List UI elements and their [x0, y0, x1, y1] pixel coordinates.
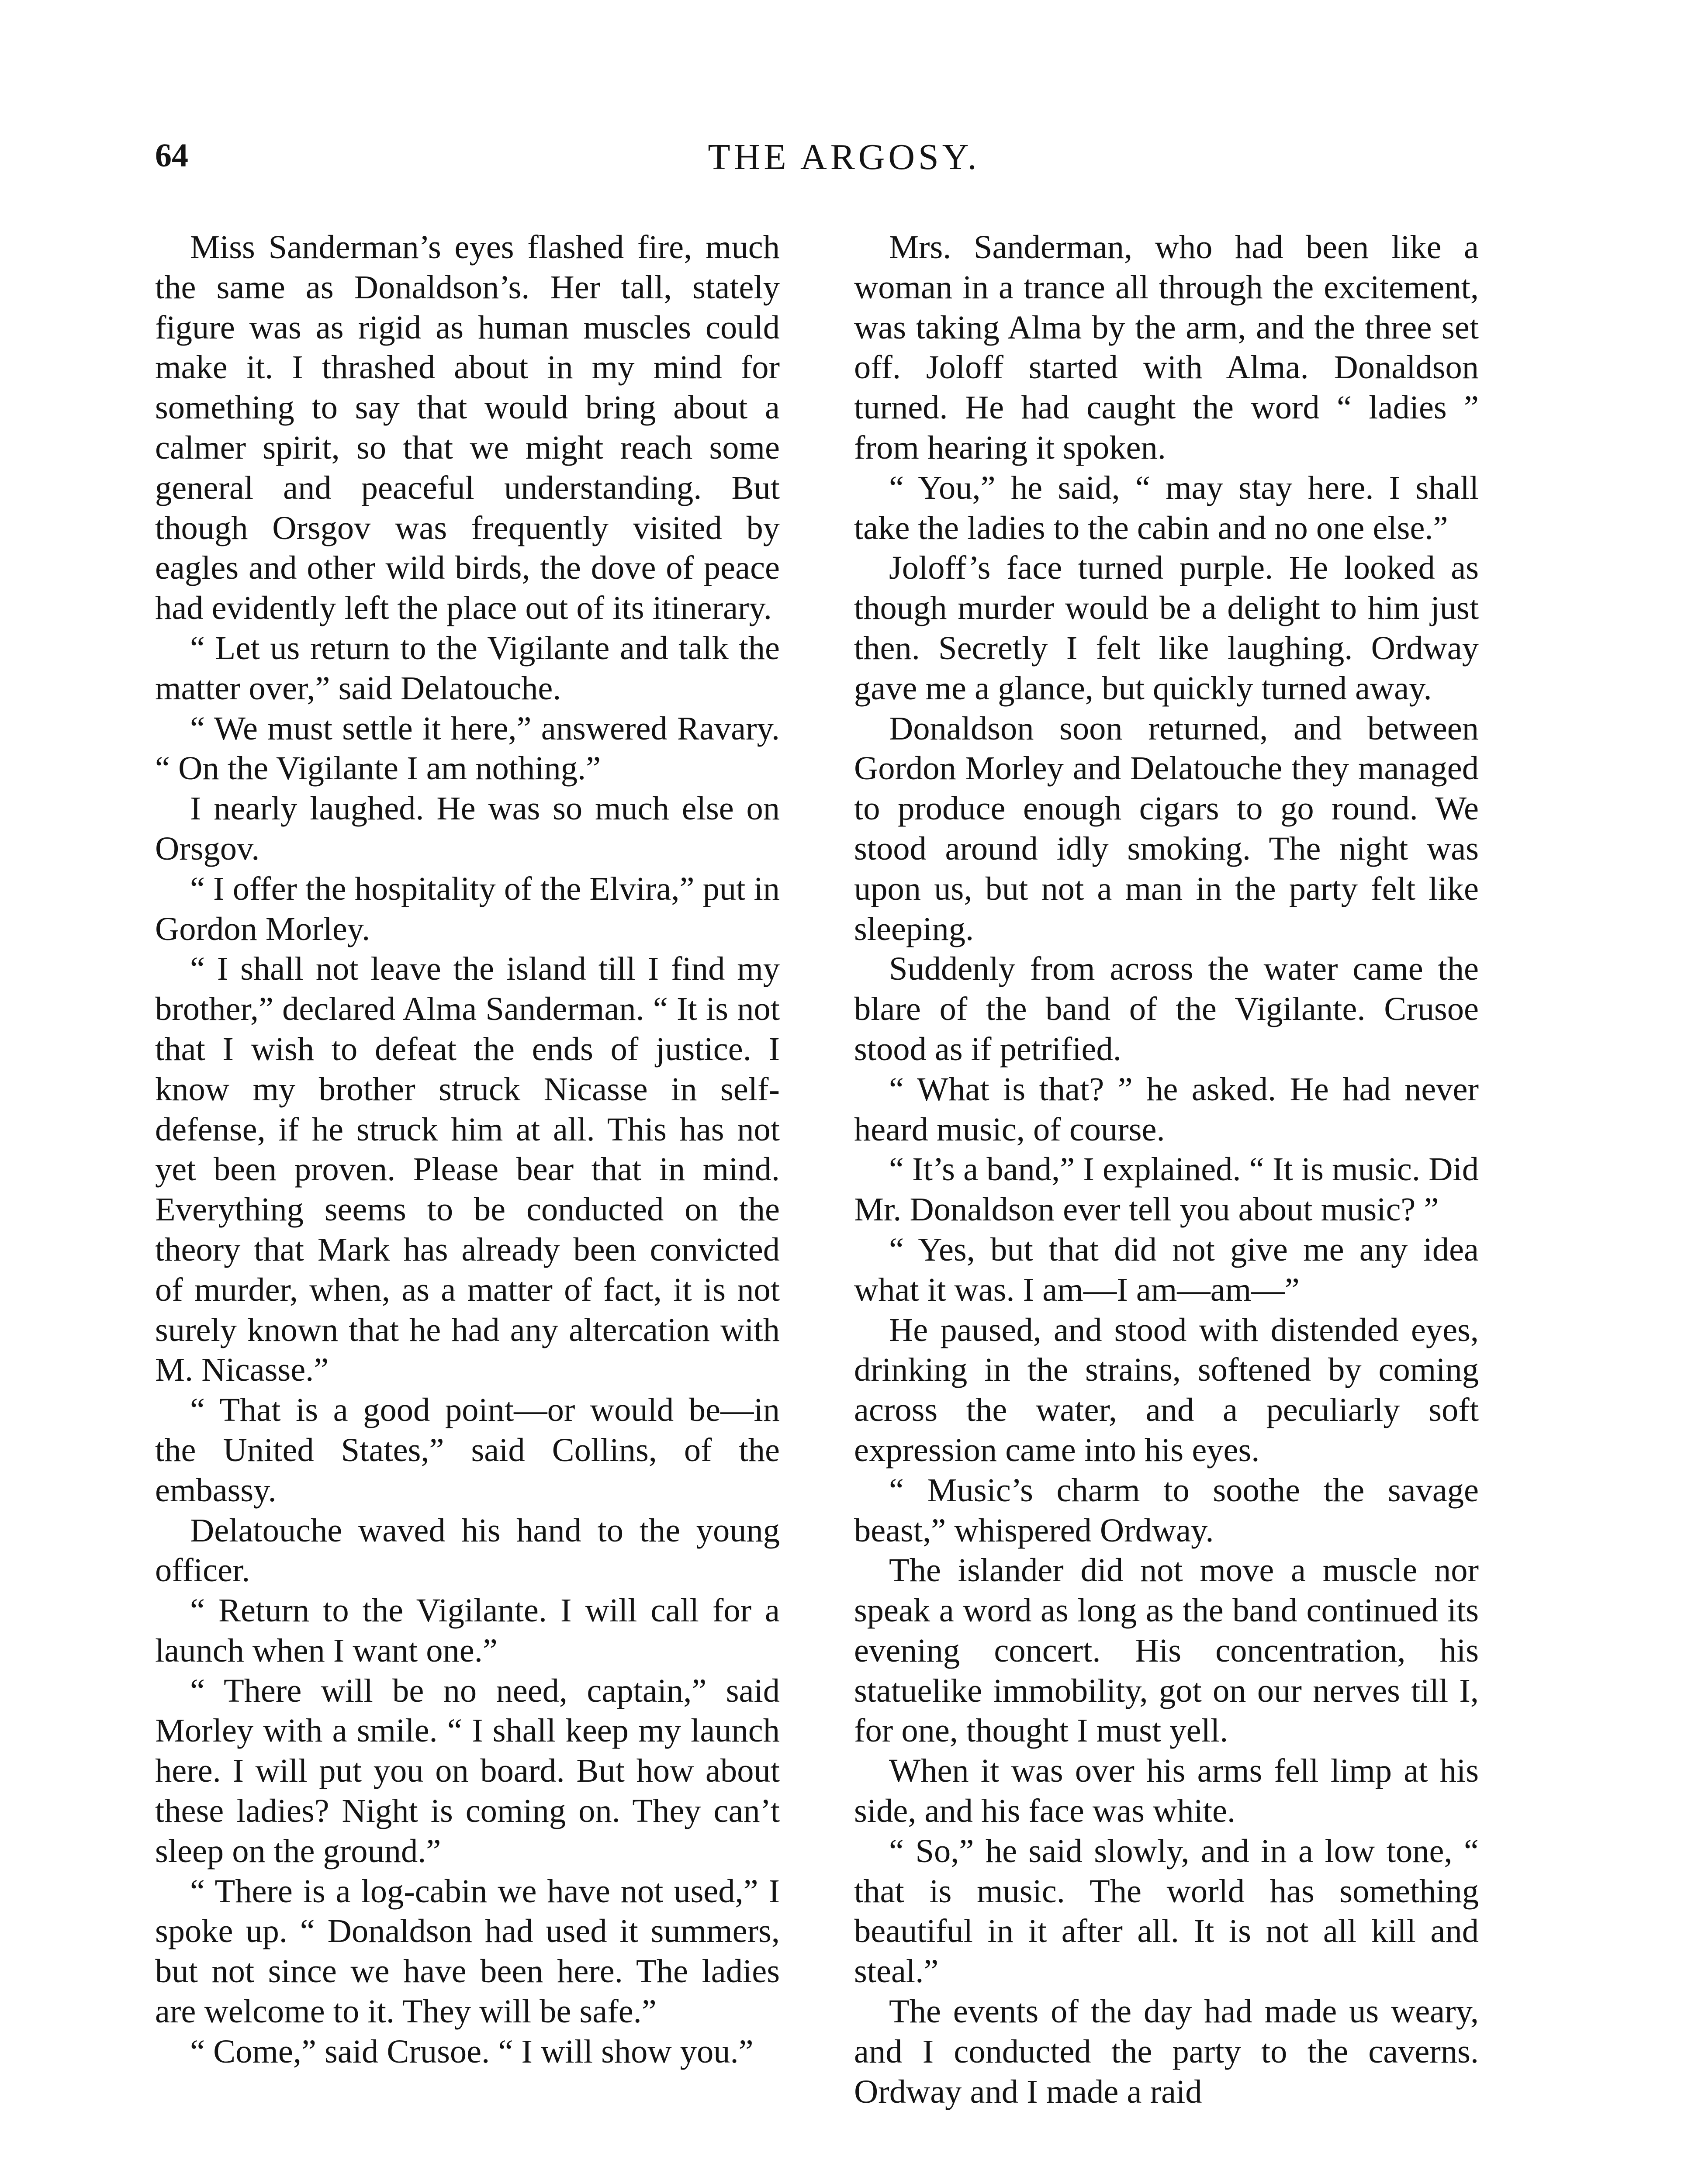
right-column — [854, 227, 1479, 2111]
paragraph: I nearly laughed. He was so much else on Orsgov. — [155, 790, 780, 867]
paragraph: “ There is a log-cabin we have not used,” I spoke up. “ Donaldson had used it summers, but not since we have been here. The ladies are welcome to it. They will be safe.” — [155, 1872, 780, 2030]
paragraph: “ That is a good point—or would be—in the United States,” said Collins, of the embassy. — [155, 1391, 780, 1509]
paragraph: The islander did not move a muscle nor speak a word as long as the band continued its evening concert. His concentration, his statuelike immobility, got on our nerves till I, for one, thought I must yell. — [854, 1552, 1479, 1749]
paragraph: “ Return to the Vigilante. I will call for a launch when I want one.” — [155, 1592, 780, 1669]
page-number: 64 — [155, 137, 188, 174]
paragraph: “ I offer the hospitality of the Elvira,” put in Gordon Morley. — [155, 870, 780, 947]
paragraph: “ It’s a band,” I explained. “ It is music. Did Mr. Donaldson ever tell you about music? ” — [854, 1151, 1479, 1228]
paragraph: “ You,” he said, “ may stay here. I shall take the ladies to the cabin and no one else.” — [854, 469, 1479, 546]
paragraph: “ We must settle it here,” answered Ravary. “ On the Vigilante I am nothing.” — [155, 709, 780, 787]
paragraph: “ I shall not leave the island till I find my brother,” declared Alma Sanderman. “ It is not that I wish to defeat the ends of justice. I know my brother struck Nicasse in self-defense, if he struck him at all. This has not yet been proven. Please bear that in mind. Everything seems to be conducted on the theory that Mark has already been convicted of murder, when, as a matter of fact, it is not surely known that he had any altercation with M. Nicasse.” — [155, 950, 780, 1389]
paragraph: “ Come,” said Crusoe. “ I will show you.” — [190, 2032, 754, 2070]
paragraph: Miss Sanderman’s eyes flashed fire, much the same as Donaldson’s. Her tall, stately figure was as rigid as human muscles could make it. I thrashed about in my mind for something to say that would bring about a calmer spirit, so that we might reach some general and peaceful understanding. But though Orsgov was frequently visited by eagles and other wild birds, the dove of peace had evidently left the place out of its itinerary. — [155, 228, 780, 627]
paragraph: “ What is that? ” he asked. He had never heard music, of course. — [854, 1070, 1479, 1148]
paragraph: The events of the day had made us weary, and I conducted the party to the caverns. Ordway and I made a raid — [854, 1993, 1479, 2110]
running-head: THE ARGOSY. — [708, 137, 980, 177]
paragraph: “ Music’s charm to soothe the savage beast,” whispered Ordway. — [854, 1471, 1479, 1549]
paragraph: Suddenly from across the water came the blare of the band of the Vigilante. Crusoe stood as if petrified. — [854, 950, 1479, 1068]
paragraph: Joloff’s face turned purple. He looked as though murder would be a delight to him just then. Secretly I felt like laughing. Ordway gave me a glance, but quickly turned away. — [854, 549, 1479, 707]
paragraph: Delatouche waved his hand to the young officer. — [155, 1511, 780, 1589]
left-column — [155, 227, 780, 2072]
paragraph: “ Let us return to the Vigilante and talk the matter over,” said Delatouche. — [155, 629, 780, 707]
paragraph: “ There will be no need, captain,” said Morley with a smile. “ I shall keep my launch here. I will put you on board. But how about these ladies? Night is coming on. They can’t sleep on the ground.” — [155, 1672, 780, 1870]
paragraph: Mrs. Sanderman, who had been like a woman in a trance all through the excitement, was taking Alma by the arm, and the three set off. Joloff started with Alma. Donaldson turned. He had caught the word “ ladies ” from hearing it spoken. — [854, 228, 1479, 466]
paragraph: He paused, and stood with distended eyes, drinking in the strains, softened by coming across the water, and a peculiarly soft expression came into his eyes. — [854, 1311, 1479, 1469]
paragraph: “ Yes, but that did not give me any idea what it was. I am—I am—am—” — [854, 1230, 1479, 1308]
paragraph: Donaldson soon returned, and between Gordon Morley and Delatouche they managed to produce enough cigars to go round. We stood around idly smoking. The night was upon us, but not a man in the party felt like sleeping. — [854, 709, 1479, 947]
paragraph: When it was over his arms fell limp at his side, and his face was white. — [854, 1752, 1479, 1830]
paragraph: “ So,” he said slowly, and in a low tone, “ that is music. The world has something beautiful in it after all. It is not all kill and steal.” — [854, 1832, 1479, 1990]
